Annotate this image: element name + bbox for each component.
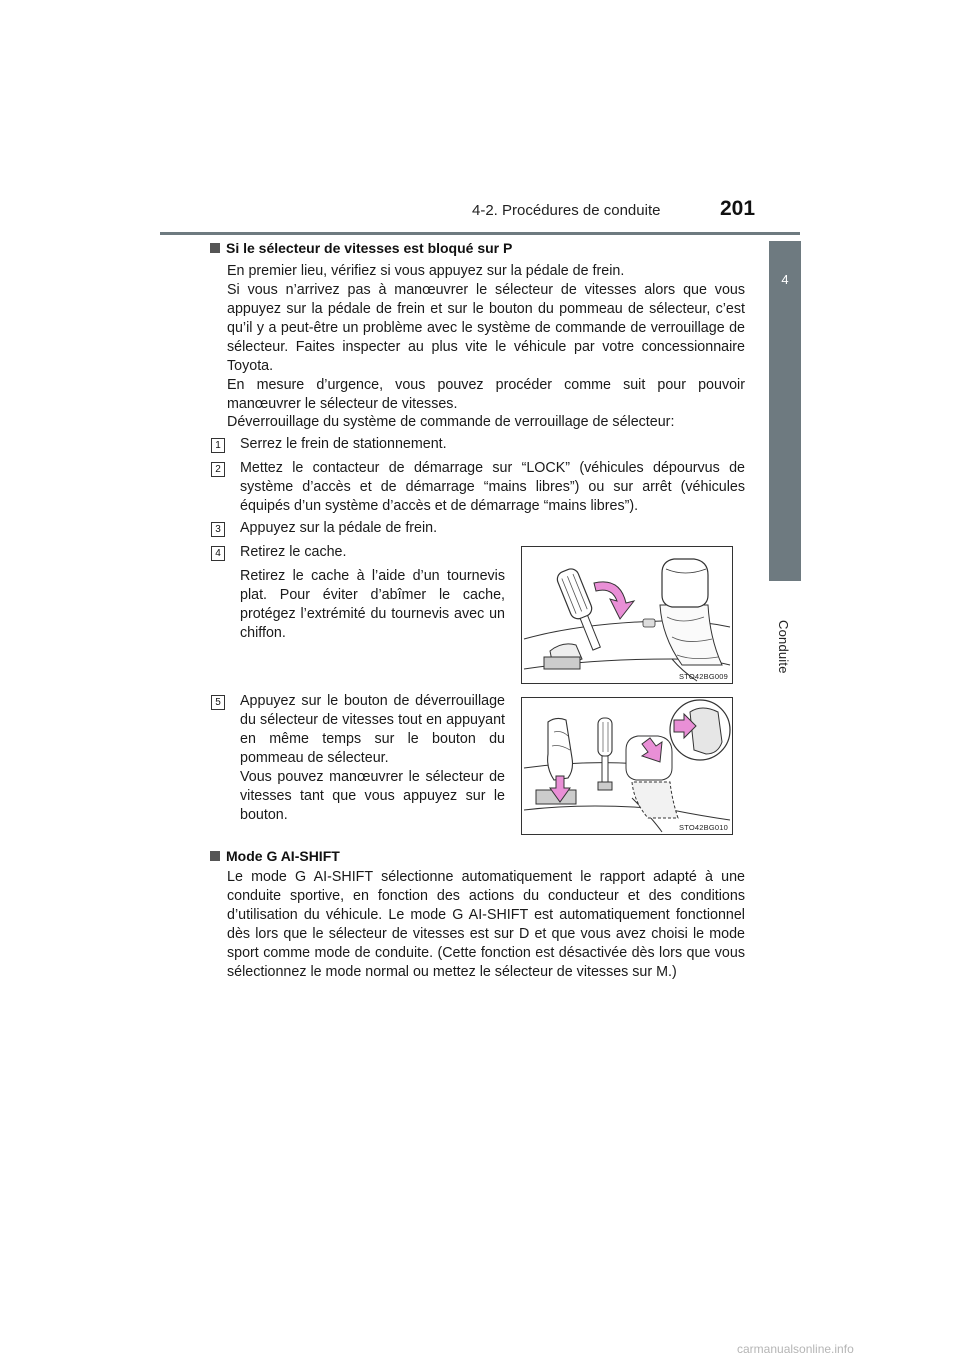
chapter-tab[interactable] (769, 241, 801, 581)
section-heading-shift-locked (210, 240, 512, 256)
figure-release-button (521, 697, 733, 835)
step-5-detail: Vous pouvez manœuvrer le sélecteur de vitesses tant que vous appuyez sur le bouton. (240, 769, 505, 823)
paragraph-problem: Si vous n’arrivez pas à manœuvrer le sélecteur de vitesses alors que vous appuyez sur la pédale de frein et sur le bouton du pommeau de sélecteur, c’est qu’il y a peut-être un problème avec le système de commande de verrouillage de sélecteur. Faites inspecter au plus vite le véhicule par votre concessionnaire Toyota. (227, 282, 745, 374)
step-1-text: Serrez le frein de stationnement. (240, 436, 447, 452)
figure-release-button-illustration (522, 698, 732, 834)
paragraph-brake-check: En premier lieu, vérifiez si vous appuyez sur la pédale de frein. (227, 263, 625, 279)
header-rule (160, 232, 800, 235)
paragraph-g-ai-shift: Le mode G AI-SHIFT sélectionne automatiquement le rapport adapté à une conduite sportive, en fonction des actions du conducteur et des conditions d’utilisation du véhicule. Le mode G AI-SHIFT est automatiquement fonctionnel dès lors que le sélecteur de vitesses est sur D et que vous avez choisi le mode sport comme mode de conduite. (Cette fonction est désactivée dès lors que vous sélectionnez le mode normal ou mettez le sélecteur de vitesses sur M.) (227, 869, 745, 980)
square-bullet-icon (210, 851, 220, 861)
step-3-text: Appuyez sur la pédale de frein. (240, 520, 438, 536)
paragraph-intro: Déverrouillage du système de commande de verrouillage de sélecteur: (227, 414, 675, 430)
paragraph-emergency: En mesure d’urgence, vous pouvez procéder comme suit pour pouvoir manœuvrer le sélecteur de vitesses. (227, 377, 745, 412)
page-number: 201 (720, 197, 756, 220)
figure-code-1: STO42BG009 (679, 672, 728, 681)
step-number-1: 1 (211, 438, 225, 453)
step-4-text: Retirez le cache. (240, 544, 347, 560)
step-number-2: 2 (211, 462, 225, 477)
figure-remove-cover-illustration (522, 547, 732, 683)
section-heading-text: Mode G AI-SHIFT (226, 848, 340, 864)
step-number-4: 4 (211, 546, 225, 561)
chapter-tab-label: Conduite (776, 620, 791, 674)
chapter-tab-number: 4 (781, 272, 789, 287)
figure-code-2: STO42BG010 (679, 823, 728, 832)
step-2-text: Mettez le contacteur de démarrage sur “LOCK” (véhicules dépourvus de système d’accès et de démarrage “mains libres”) ou sur arrêt (véhicules équipés d’un système d’accès et de démarrage “mains libres”). (240, 460, 745, 514)
step-4-detail: Retirez le cache à l’aide d’un tournevis plat. Pour éviter d’abîmer le cache, protégez l’extrémité du tournevis avec un chiffon. (240, 568, 505, 641)
watermark-text: carmanualsonline.info (737, 1342, 854, 1356)
step-number-3: 3 (211, 522, 225, 537)
section-heading-g-ai-shift (210, 848, 340, 864)
figure-remove-cover (521, 546, 733, 684)
step-number-5: 5 (211, 695, 225, 710)
square-bullet-icon (210, 243, 220, 253)
section-heading-text: Si le sélecteur de vitesses est bloqué sur P (226, 240, 513, 256)
header-section-title: 4-2. Procédures de conduite (472, 202, 661, 219)
step-5-text: Appuyez sur le bouton de déverrouillage du sélecteur de vitesses tout en appuyant en même temps sur le bouton du pommeau de sélecteur. (240, 693, 505, 766)
